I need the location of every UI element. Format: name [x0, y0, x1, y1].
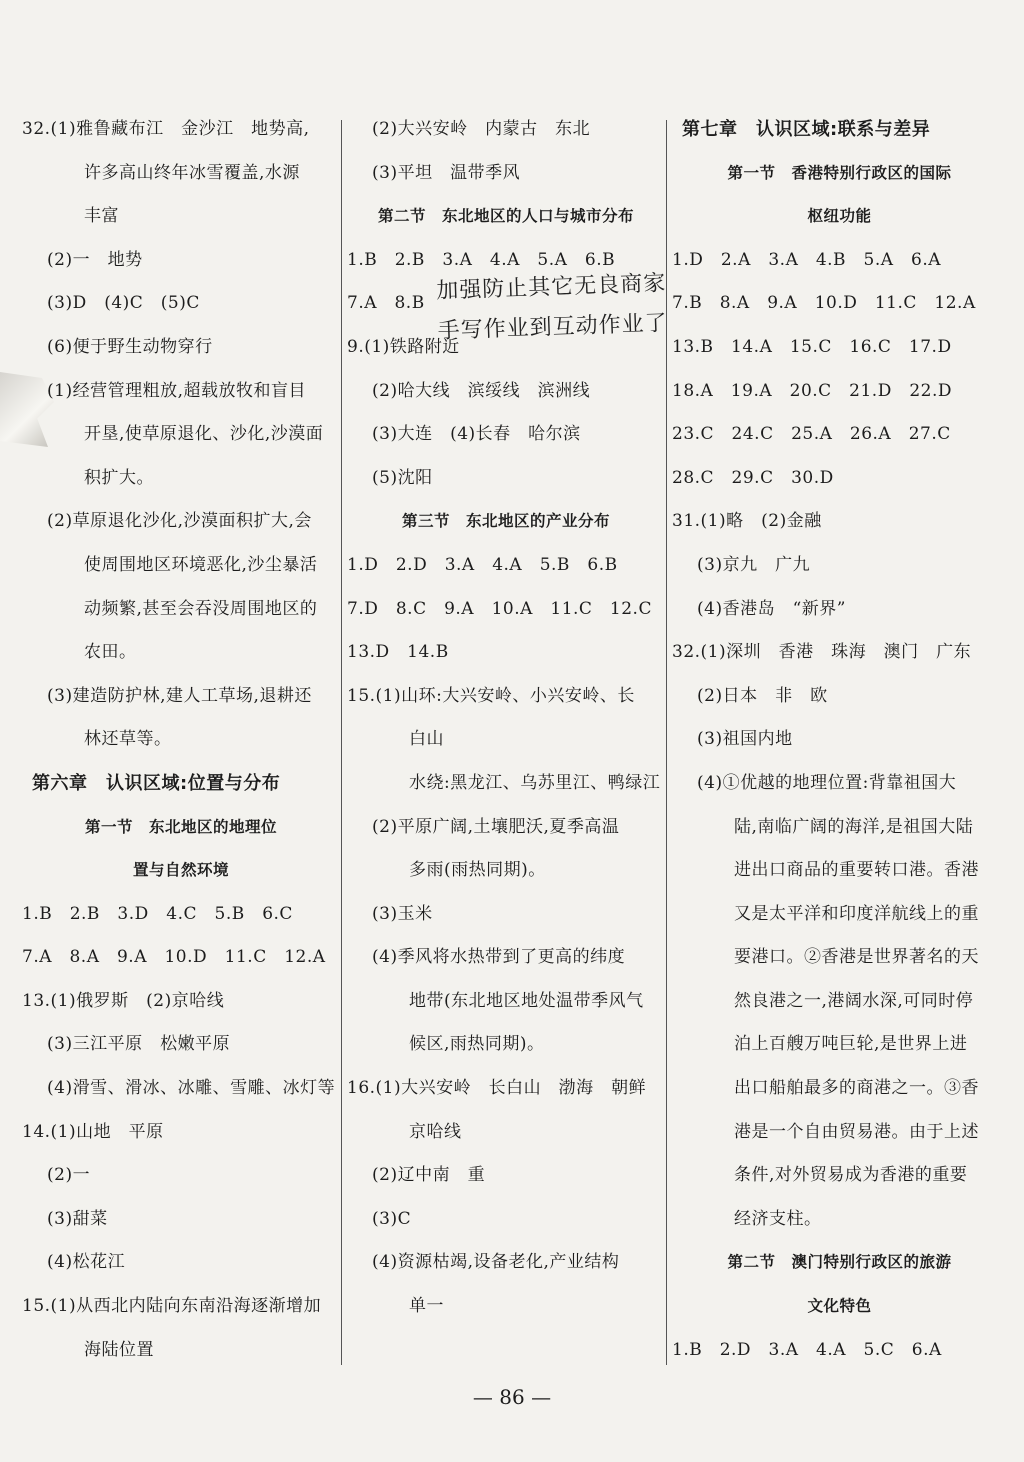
answer-line: (3)建造防护林,建人工草场,退耕还: [47, 685, 312, 706]
answer-line: 15.(1)从西北内陆向东南沿海逐渐增加: [22, 1296, 322, 1317]
column-divider: [341, 120, 342, 1365]
answer-line: (3)玉米: [372, 903, 433, 924]
answer-line: 水绕:黑龙江、乌苏里江、鸭绿江: [409, 772, 661, 793]
answer-line: (3)三江平原 松嫩平原: [47, 1034, 231, 1055]
answer-line: 31.(1)略 (2)金融: [672, 511, 822, 532]
answer-line: 23.C 24.C 25.A 26.A 27.C: [672, 424, 951, 445]
answer-line: (5)沈阳: [372, 467, 433, 488]
answer-line: 动频繁,甚至会吞没周围地区的: [84, 598, 318, 619]
answer-line: 然良港之一,港阔水深,可同时停: [734, 990, 974, 1011]
answer-line: 白山: [409, 729, 444, 750]
answer-line: (3)京九 广九: [697, 554, 811, 575]
answer-line: 海陆位置: [84, 1339, 154, 1360]
section-heading: 第一节 香港特别行政区的国际: [727, 163, 952, 182]
answer-line: (3)祖国内地: [697, 729, 793, 750]
answer-line: (1)经营管理粗放,超载放牧和盲目: [47, 380, 306, 401]
answer-line: 13.B 14.A 15.C 16.C 17.D: [672, 336, 952, 357]
answer-line: 陆,南临广阔的海洋,是祖国大陆: [734, 816, 974, 837]
answer-line: 港是一个自由贸易港。由于上述: [734, 1121, 979, 1142]
answer-line: 林还草等。: [84, 729, 172, 750]
answer-line: 32.(1)深圳 香港 珠海 澳门 广东: [672, 642, 972, 663]
answer-line: (3)大连 (4)长春 哈尔滨: [372, 424, 581, 445]
section-heading: 第三节 东北地区的产业分布: [401, 512, 610, 531]
answer-line: 又是太平洋和印度洋航线上的重: [734, 903, 979, 924]
handwritten-note-line: 加强防止其它无良商家: [435, 271, 667, 305]
answer-line: (4)香港岛 “新界”: [697, 598, 846, 619]
answer-column-left: [22, 108, 340, 1372]
section-heading: 第二节 澳门特别行政区的旅游: [727, 1253, 952, 1272]
answer-line: 积扩大。: [84, 467, 154, 488]
answer-line: (4)松花江: [47, 1252, 126, 1273]
chapter-heading: 第六章 认识区域:位置与分布: [32, 772, 281, 794]
answer-line: (2)哈大线 滨绥线 滨洲线: [372, 380, 591, 401]
answer-line: 许多高山终年冰雪覆盖,水源: [84, 162, 300, 183]
answer-line: 地带(东北地区地处温带季风气: [409, 990, 644, 1011]
answer-line: (2)平原广阔,土壤肥沃,夏季高温: [372, 816, 620, 837]
answer-line: 条件,对外贸易成为香港的重要: [734, 1165, 968, 1186]
answer-line: 1.D 2.A 3.A 4.B 5.A 6.A: [672, 249, 942, 270]
answer-line: (4)季风将水热带到了更高的纬度: [372, 947, 626, 968]
answer-line: 18.A 19.A 20.C 21.D 22.D: [672, 380, 952, 401]
answer-line: 28.C 29.C 30.D: [672, 467, 834, 488]
answer-line: 13.(1)俄罗斯 (2)京哈线: [22, 990, 225, 1011]
section-heading: 置与自然环境: [132, 861, 229, 880]
answer-line: 1.B 2.D 3.A 4.A 5.C 6.A: [672, 1339, 942, 1360]
answer-line: 经济支柱。: [734, 1208, 822, 1229]
answer-line: 开垦,使草原退化、沙化,沙漠面: [84, 424, 324, 445]
answer-line: (2)草原退化沙化,沙漠面积扩大,会: [47, 511, 312, 532]
answer-line: 7.D 8.C 9.A 10.A 11.C 12.C: [347, 598, 652, 619]
answer-line: (2)日本 非 欧: [697, 685, 828, 706]
answer-line: (3)平坦 温带季风: [372, 162, 521, 183]
answer-line: 1.D 2.D 3.A 4.A 5.B 6.B: [347, 554, 618, 575]
answer-line: 15.(1)山环:大兴安岭、小兴安岭、长: [347, 685, 635, 706]
answer-line: (2)大兴安岭 内蒙古 东北: [372, 119, 591, 139]
answer-line: (2)一 地势: [47, 249, 143, 270]
answer-line: 7.A 8.B: [347, 293, 425, 314]
answer-line: 13.D 14.B: [347, 642, 449, 663]
answer-line: 进出口商品的重要转口港。香港: [734, 860, 979, 881]
page-number: — 86 —: [472, 1385, 552, 1409]
answer-line: 农田。: [84, 642, 137, 663]
answer-line: 7.B 8.A 9.A 10.D 11.C 12.A: [672, 293, 976, 314]
answer-line: 1.B 2.B 3.A 4.A 5.A 6.B: [347, 249, 616, 270]
handwritten-note-line: 手写作业到互动作业了: [437, 310, 669, 344]
answer-line: (6)便于野生动物穿行: [47, 336, 213, 357]
answer-line: (4)滑雪、滑冰、冰雕、雪雕、冰灯等: [47, 1078, 336, 1099]
section-heading: 第二节 东北地区的人口与城市分布: [377, 207, 634, 226]
answer-line: 9.(1)铁路附近: [347, 336, 460, 357]
answer-line: 要港口。②香港是世界著名的天: [734, 947, 979, 968]
answer-line: 京哈线: [409, 1121, 462, 1142]
section-heading: 第一节 东北地区的地理位: [84, 817, 277, 836]
answer-line: (4)资源枯竭,设备老化,产业结构: [372, 1252, 620, 1273]
answer-line: (3)C: [372, 1208, 412, 1229]
answer-line: 16.(1)大兴安岭 长白山 渤海 朝鲜: [347, 1078, 647, 1099]
answer-line: 出口船舶最多的商港之一。③香: [734, 1078, 979, 1099]
section-heading: 文化特色: [807, 1297, 872, 1316]
answer-line: (3)D (4)C (5)C: [47, 293, 200, 314]
answer-line: (4)①优越的地理位置:背靠祖国大: [697, 772, 957, 793]
answer-line: 单一: [409, 1296, 444, 1317]
answer-line: 7.A 8.A 9.A 10.D 11.C 12.A: [22, 947, 326, 968]
answer-line: (2)一: [47, 1165, 91, 1186]
answer-line: 多雨(雨热同期)。: [409, 860, 546, 881]
answer-line: 泊上百艘万吨巨轮,是世界上进: [734, 1034, 968, 1055]
answer-line: 候区,雨热同期)。: [409, 1034, 545, 1055]
answer-line: 丰富: [84, 206, 119, 227]
answer-line: (2)辽中南 重: [372, 1165, 486, 1186]
section-heading: 枢纽功能: [807, 207, 872, 226]
answer-line: 1.B 2.B 3.D 4.C 5.B 6.C: [22, 903, 293, 924]
chapter-heading: 第七章 认识区域:联系与差异: [682, 119, 931, 140]
answer-line: 使周围地区环境恶化,沙尘暴活: [84, 554, 318, 575]
answer-column-right: [672, 108, 1007, 1372]
handwritten-note: [436, 264, 669, 352]
answer-line: (3)甜菜: [47, 1208, 108, 1229]
answer-line: 32.(1)雅鲁藏布江 金沙江 地势高,: [22, 119, 310, 139]
answer-line: 14.(1)山地 平原: [22, 1121, 164, 1142]
